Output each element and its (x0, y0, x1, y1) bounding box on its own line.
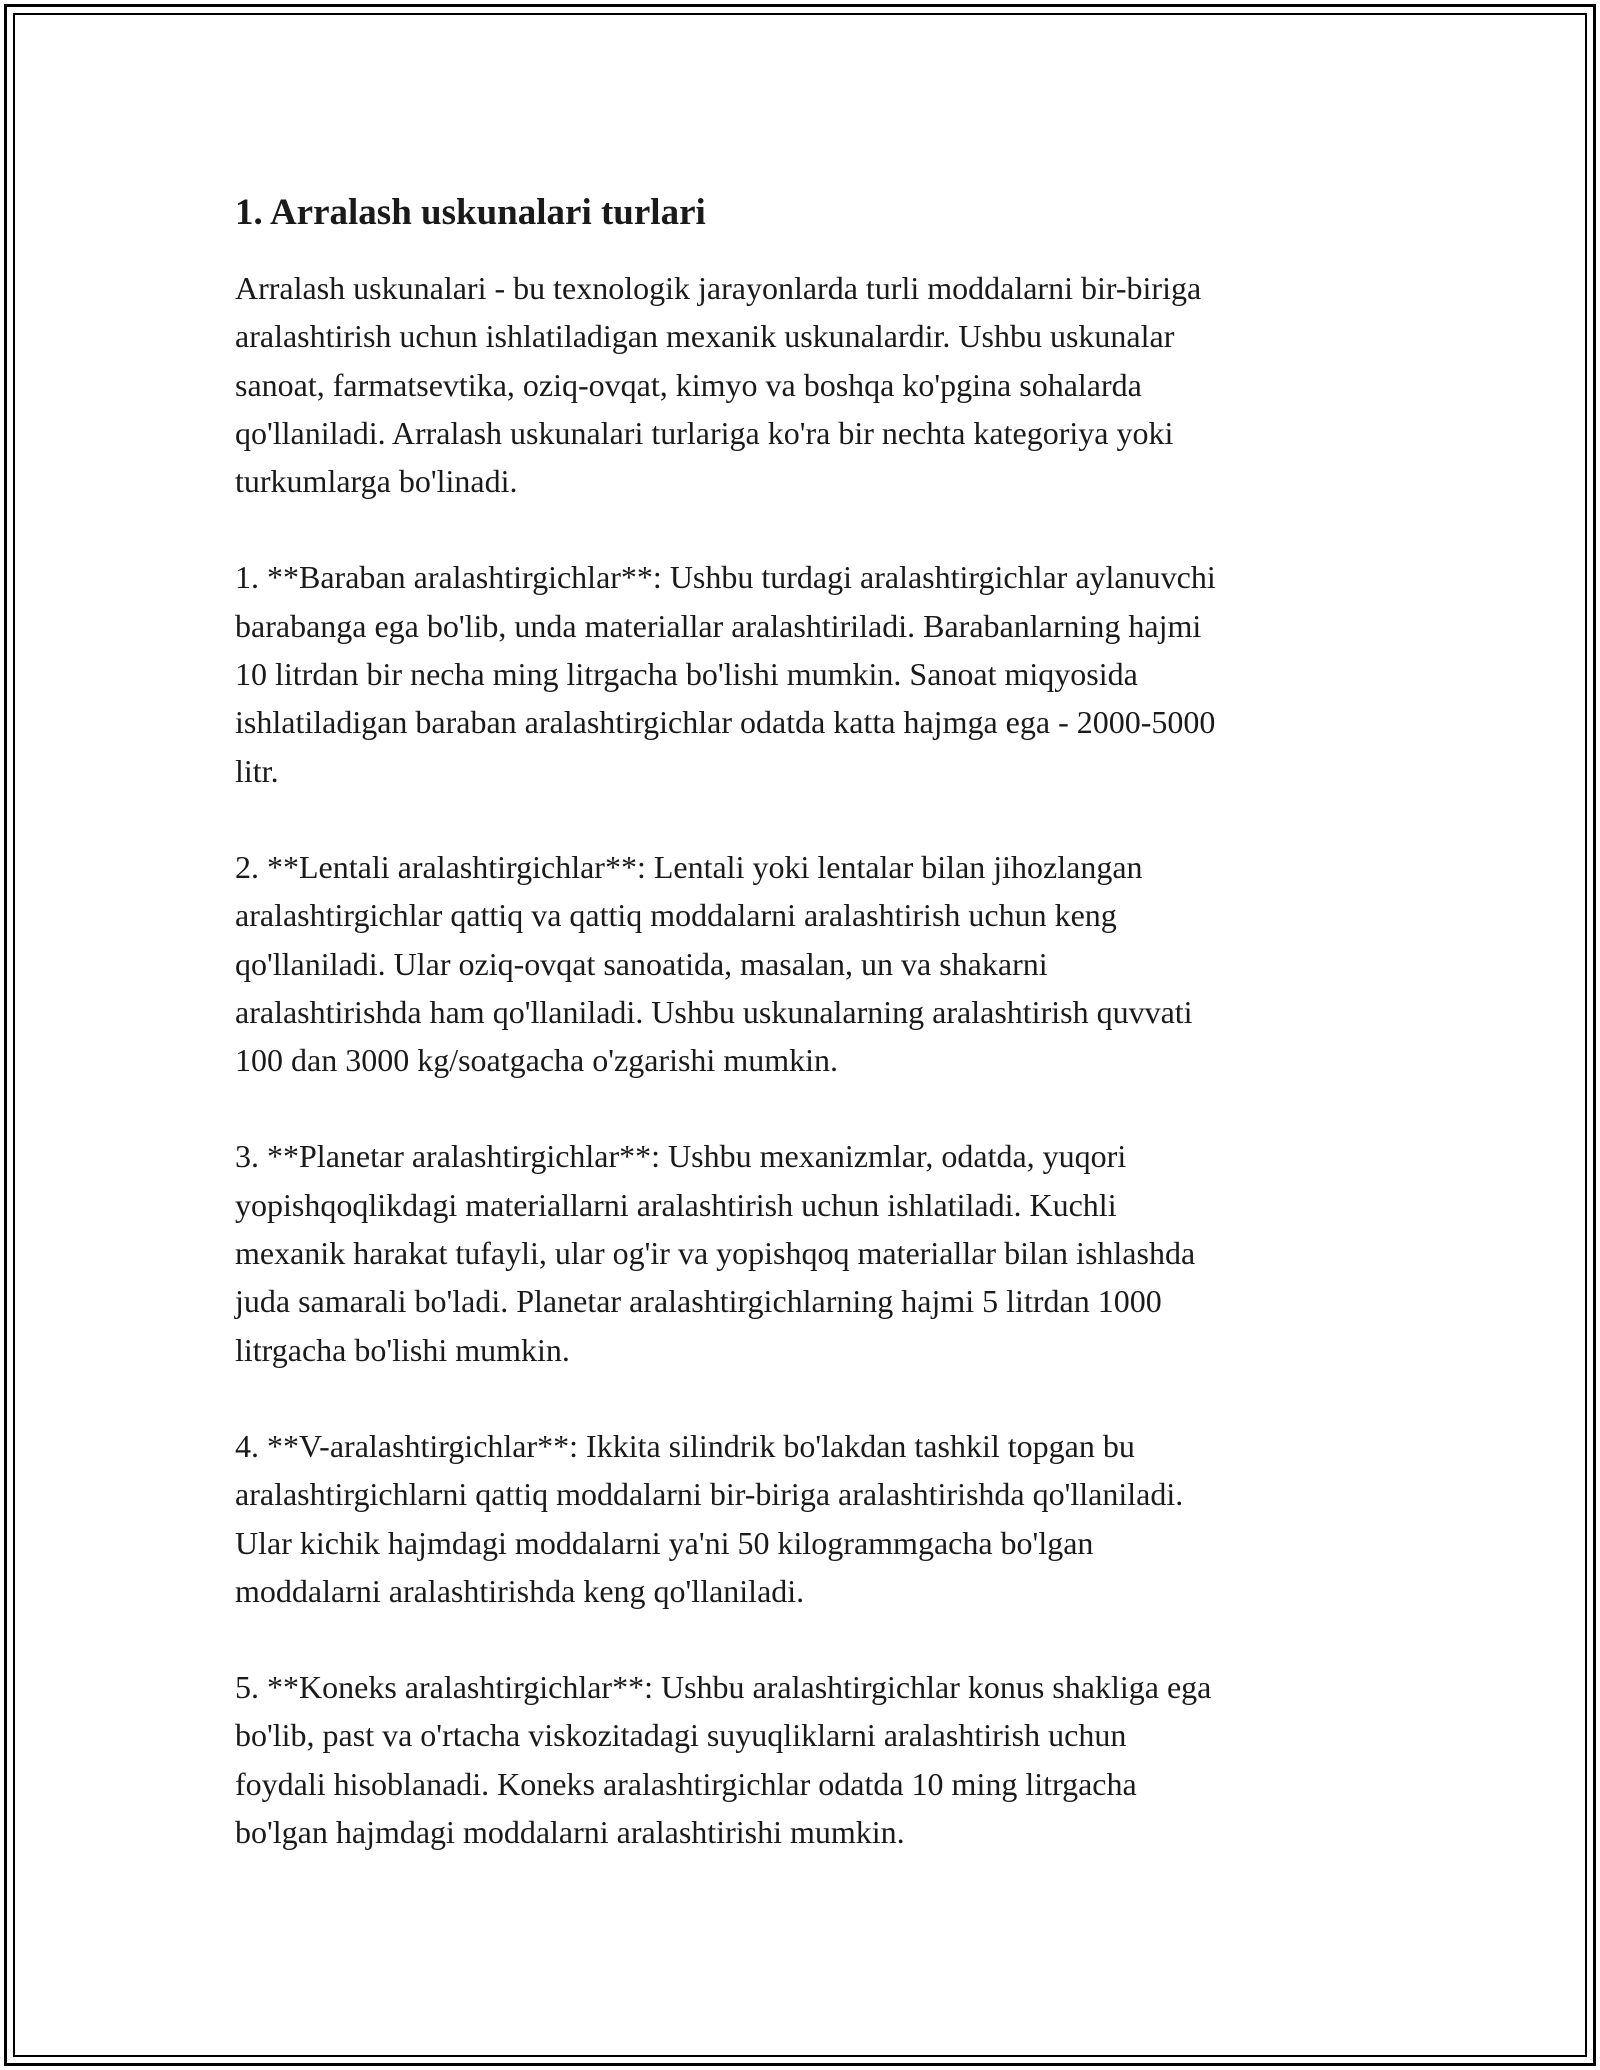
paragraph-planetary-mixers: 3. **Planetar aralashtirgichlar**: Ushbu mexanizmlar, odatda, yuqori yopishqoqlikdagi materiallarni aralashtirish uchun ishlatiladi. Kuchli mexanik harakat tufayli, ular og'ir va yopishqoq materiallar bilan ishlashda juda samarali bo'ladi. Planetar aralashtirgichlarning hajmi 5 litrdan 1000 litrgacha bo'lishi mumkin. (235, 1138, 1196, 1368)
paragraph-cone-mixers: 5. **Koneks aralashtirgichlar**: Ushbu aralashtirgichlar konus shakliga ega bo'lib, past va o'rtacha viskozitadagi suyuqliklarni aralashtirish uchun foydali hisoblanadi. Koneks aralashtirgichlar odatda 10 ming litrgacha bo'lgan hajmdagi moddalarni aralashtirishi mumkin. (235, 1669, 1212, 1851)
intro-paragraph: Arralash uskunalari - bu texnologik jarayonlarda turli moddalarni bir-biriga aralashtirish uchun ishlatiladigan mexanik uskunalardir. Ushbu uskunalar sanoat, farmatsevtika, oziq-ovqat, kimyo va boshqa ko'pgina sohalarda qo'llaniladi. Arralash uskunalari turlariga ko'ra bir nechta kategoriya yoki turkumlarga bo'linadi. (235, 270, 1202, 500)
section-heading: 1. Arralash uskunalari turlari (235, 192, 706, 233)
paragraph-ribbon-mixers: 2. **Lentali aralashtirgichlar**: Lentali yoki lentalar bilan jihozlangan aralashtirgichlar qattiq va qattiq moddalarni aralashtirish uchun keng qo'llaniladi. Ular oziq-ovqat sanoatida, masalan, un va shakarni aralashtirishda ham qo'llaniladi. Ushbu uskunalarning aralashtirish quvvati 100 dan 3000 kg/soatgacha o'zgarishi mumkin. (235, 848, 1193, 1079)
paragraph-baraban-mixers: 1. **Baraban aralashtirgichlar**: Ushbu turdagi aralashtirgichlar aylanuvchi barabanga ega bo'lib, unda materiallar aralashtiriladi. Barabanlarning hajmi 10 litrdan bir necha ming litrgacha bo'lishi mumkin. Sanoat miqyosida ishlatiladigan baraban aralashtirgichlar odatda katta hajmga ega - 2000-5000 litr. (235, 559, 1216, 789)
document-page (235, 186, 1375, 1904)
paragraph-v-mixers: 4. **V-aralashtirgichlar**: Ikkita silindrik bo'lakdan tashkil topgan bu aralashtirgichlarni qattiq moddalarni bir-biriga aralashtirishda qo'llaniladi. Ular kichik hajmdagi moddalarni ya'ni 50 kilogrammgacha bo'lgan moddalarni aralashtirishda keng qo'llaniladi. (235, 1427, 1184, 1609)
